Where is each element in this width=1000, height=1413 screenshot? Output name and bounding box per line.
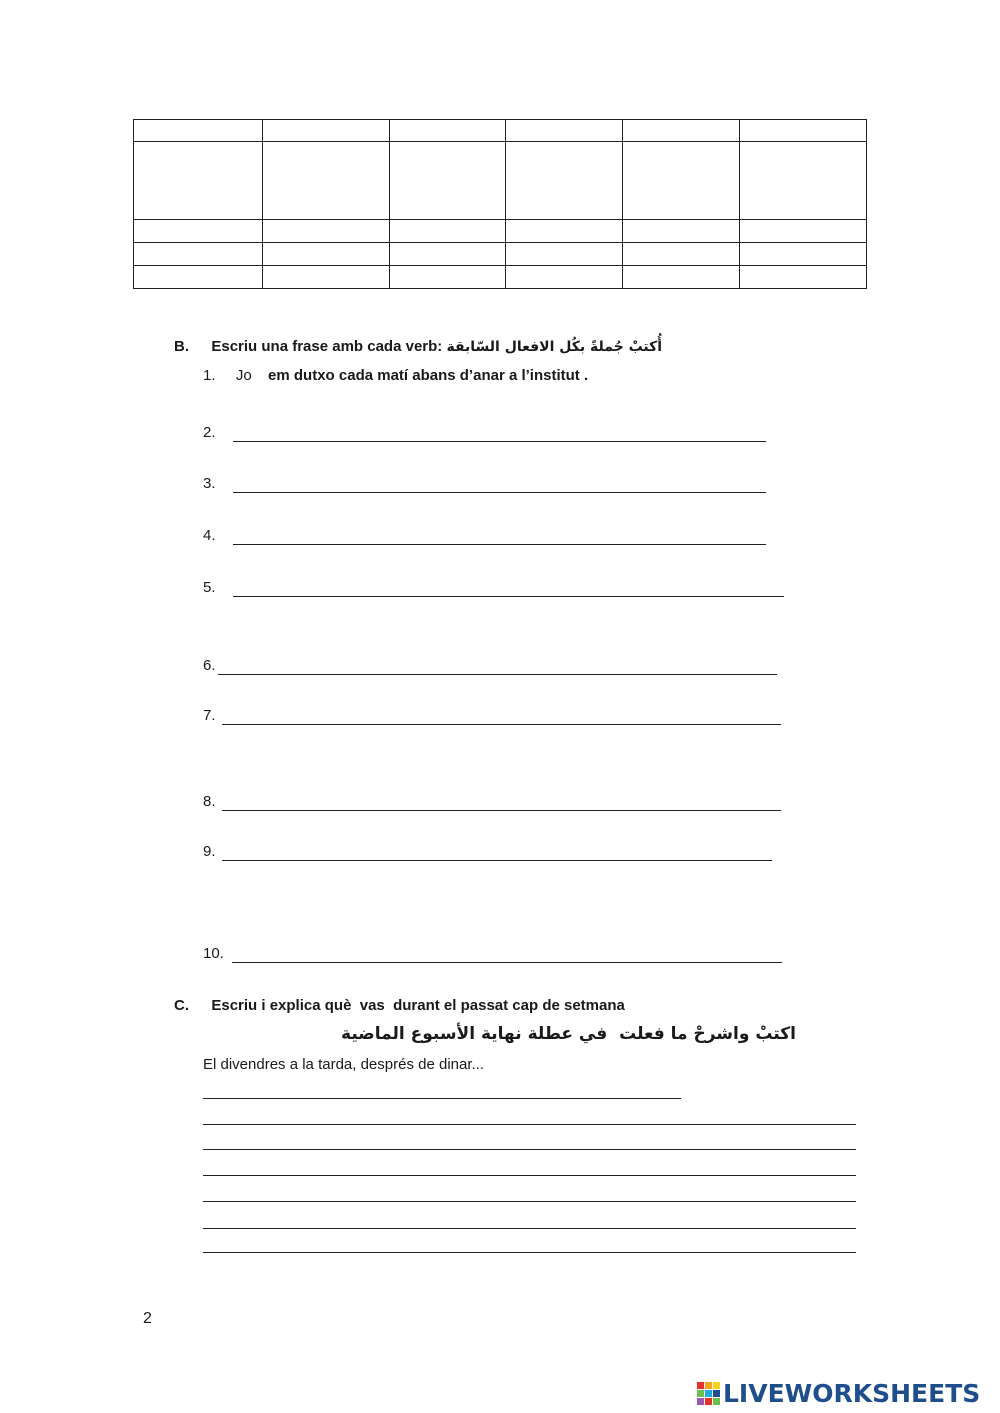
section-c-heading xyxy=(174,997,625,1014)
table-cell[interactable] xyxy=(740,142,867,220)
table-cell[interactable] xyxy=(263,142,390,220)
answer-line[interactable] xyxy=(233,441,766,442)
section-c-title: Escriu i explica què vas durant el passat cap de setmana xyxy=(211,997,625,1014)
table-cell[interactable] xyxy=(506,243,623,266)
logo-tile xyxy=(697,1398,704,1405)
liveworksheets-logo xyxy=(697,1378,980,1408)
item-number: 1. xyxy=(203,367,216,384)
item-number: 3. xyxy=(203,475,216,492)
item-number: 4. xyxy=(203,527,216,544)
logo-text: LIVEWORKSHEETS xyxy=(723,1378,981,1408)
answer-line[interactable] xyxy=(233,544,766,545)
item-number: 6. xyxy=(203,657,216,674)
writing-line[interactable] xyxy=(203,1098,681,1099)
table-row xyxy=(134,120,867,142)
example-subject: Jo xyxy=(235,367,252,384)
table-cell[interactable] xyxy=(263,266,390,289)
item-number: 7. xyxy=(203,707,216,724)
logo-tile xyxy=(697,1390,704,1397)
example-sentence: em dutxo cada matí abans d’anar a l’institut . xyxy=(268,367,589,384)
item-number: 2. xyxy=(203,424,216,441)
section-b-title: Escriu una frase amb cada verb: xyxy=(211,338,443,355)
answer-line[interactable] xyxy=(222,860,772,861)
section-b-heading xyxy=(174,338,662,355)
table-cell[interactable] xyxy=(506,142,623,220)
page-number: 2 xyxy=(143,1310,152,1327)
section-c-title-arabic: اكتبْ واشرحْ ما فعلت في عطلة نهاية الأسبوع الماضية xyxy=(341,1024,796,1044)
answer-line[interactable] xyxy=(232,962,782,963)
table-cell[interactable] xyxy=(134,120,263,142)
table-cell[interactable] xyxy=(390,142,506,220)
logo-tile xyxy=(697,1382,704,1389)
table-cell[interactable] xyxy=(740,243,867,266)
table-cell[interactable] xyxy=(263,243,390,266)
table-cell[interactable] xyxy=(623,142,740,220)
answer-line[interactable] xyxy=(233,492,766,493)
verb-table xyxy=(133,119,867,289)
item-number: 8. xyxy=(203,793,216,810)
logo-tile xyxy=(713,1390,720,1397)
item-number: 10. xyxy=(203,945,224,962)
writing-line[interactable] xyxy=(203,1252,856,1253)
section-c-prompt: El divendres a la tarda, després de dinar... xyxy=(203,1056,485,1073)
item-number: 5. xyxy=(203,579,216,596)
table-cell[interactable] xyxy=(134,266,263,289)
table-row xyxy=(134,266,867,289)
table-cell[interactable] xyxy=(263,220,390,243)
table-cell[interactable] xyxy=(740,266,867,289)
table-cell[interactable] xyxy=(390,243,506,266)
table-cell[interactable] xyxy=(623,266,740,289)
table-cell[interactable] xyxy=(390,120,506,142)
answer-line[interactable] xyxy=(233,596,784,597)
writing-line[interactable] xyxy=(203,1149,856,1150)
table-cell[interactable] xyxy=(740,120,867,142)
table-row xyxy=(134,142,867,220)
table-cell[interactable] xyxy=(506,266,623,289)
answer-line[interactable] xyxy=(222,810,781,811)
section-c-letter: C. xyxy=(174,997,189,1014)
writing-line[interactable] xyxy=(203,1124,856,1125)
logo-tile xyxy=(705,1390,712,1397)
table-cell[interactable] xyxy=(506,120,623,142)
table-cell[interactable] xyxy=(134,243,263,266)
writing-line[interactable] xyxy=(203,1175,856,1176)
table-cell[interactable] xyxy=(134,142,263,220)
example-item-1 xyxy=(203,367,588,384)
table-cell[interactable] xyxy=(263,120,390,142)
writing-line[interactable] xyxy=(203,1201,856,1202)
logo-tile xyxy=(713,1398,720,1405)
section-b-title-arabic: أُكتبْ جُملةً بكُل الافعال السّابقة xyxy=(446,339,663,355)
table-cell[interactable] xyxy=(134,220,263,243)
table-row xyxy=(134,243,867,266)
table-cell[interactable] xyxy=(623,220,740,243)
table-cell[interactable] xyxy=(390,220,506,243)
answer-line[interactable] xyxy=(222,724,781,725)
table-cell[interactable] xyxy=(390,266,506,289)
table-cell[interactable] xyxy=(740,220,867,243)
logo-icon xyxy=(697,1382,720,1405)
logo-tile xyxy=(705,1398,712,1405)
table-cell[interactable] xyxy=(506,220,623,243)
section-b-letter: B. xyxy=(174,338,189,355)
table-row xyxy=(134,220,867,243)
table-cell[interactable] xyxy=(623,120,740,142)
table-cell[interactable] xyxy=(623,243,740,266)
answer-line[interactable] xyxy=(218,674,777,675)
logo-tile xyxy=(705,1382,712,1389)
writing-line[interactable] xyxy=(203,1228,856,1229)
logo-tile xyxy=(713,1382,720,1389)
item-number: 9. xyxy=(203,843,216,860)
